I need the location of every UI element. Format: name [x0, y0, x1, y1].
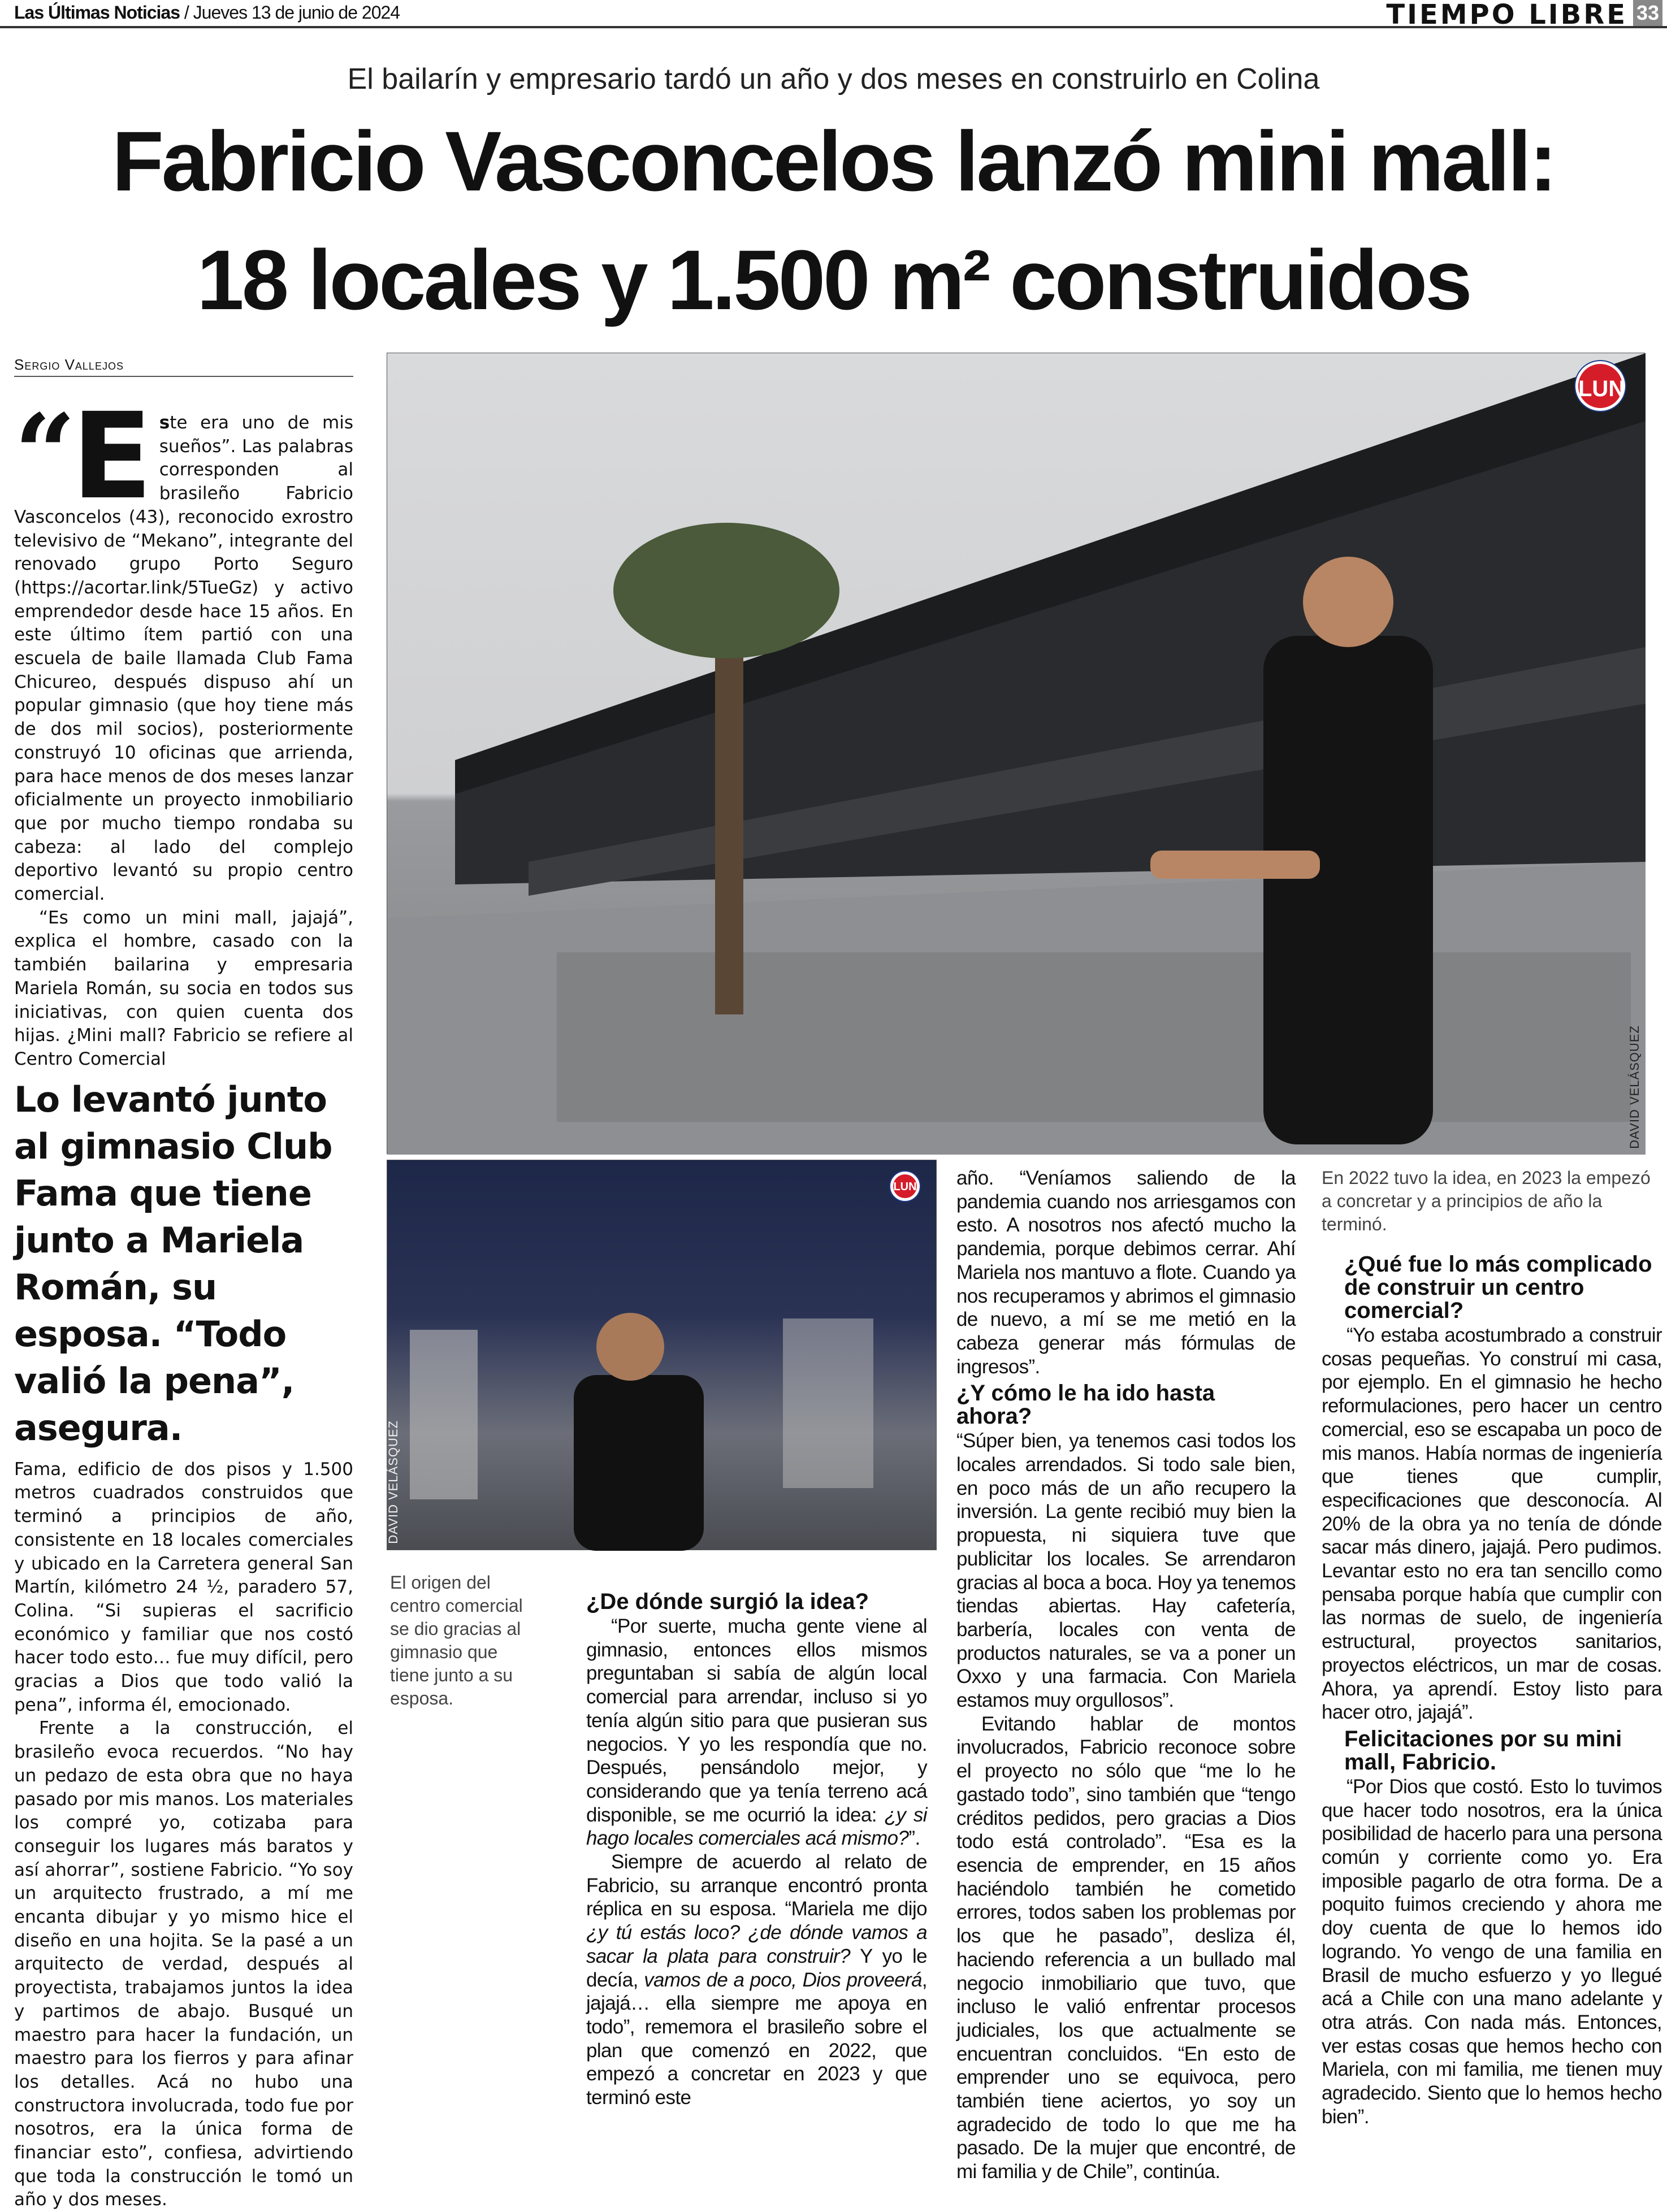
- photo-caption: En 2022 tuvo la idea, en 2023 la empezó a concretar y a principios de año la terminó.: [1322, 1168, 1651, 1234]
- headline-line-2: 18 locales y 1.500 m² construidos: [197, 232, 1470, 327]
- mall-building-image: [387, 353, 1646, 1155]
- paragraph: Frente a la construcción, el brasileño evoca recuerdos. “No hay un pedazo de esta obra que no haya pasado por mis manos. Los materiales los compré yo, cotizaba para conseguir los lugares más baratos y así ahorrar”, sostiene Fabricio. “Yo soy un arquitecto frustrado, a mí me encanta dibujar y yo mismo hice el diseño en una hojita. Se la pasé a un arquitecto de verdad, después al proyectista, trabajamos juntos la idea y partimos de abajo. Busqué un maestro para hacer la fundación, un maestro para los fierros y para afinar los detalles. Acá no hubo una constructora involucrada, todo fue por nosotros, era la única forma de financiar esto”, confiesa, advirtiendo que toda la construcción le tomó un año y dos meses.: [14, 1718, 353, 2210]
- column-1: [14, 387, 353, 2210]
- paragraph-text: te era uno de mis sueños”. Las palabras corresponden al brasileño Fabricio Vasconcelos (43), reconocido exrostro televisivo de “Mekano”, integrante del renovado grupo Porto Seguro (https://acortar.link/5TueGz) y activo emprendedor desde hace 15 años. En este último ítem partió con una escuela de baile llamada Club Fama Chicureo, después dispuso ahí un popular gimnasio (que hoy tiene más de dos mil socios), posteriormente construyó 10 oficinas que arrienda, para hace menos de dos meses lanzar oficialmente un proyecto inmobiliario que por mucho tiempo rondaba su cabeza: al lado del complejo deportivo levantó su propio centro comercial.: [14, 413, 353, 905]
- section-name: TIEMPO LIBRE: [1386, 0, 1627, 31]
- issue-date: / Jueves 13 de junio de 2024: [180, 2, 400, 23]
- column-4: [956, 1166, 1296, 2183]
- paragraph-text: , jajajá… ella siempre me apoya en todo”, rememora el brasileño sobre el plan que comenzó en 2022, que empezó a concretar en 2023 y que terminó este: [586, 1968, 927, 2109]
- paragraph: “Es como un mini mall, jajajá”, explica el hombre, casado con la también bailarina y empresaria Mariela Román, su socia en todos sus iniciativas, con quien cuenta dos hijas. ¿Mini mall? Fabricio se refiere al Centro Comercial: [14, 907, 353, 1069]
- photo-credit: DAVID VELÁSQUEZ: [1627, 1025, 1642, 1149]
- page-header: [0, 0, 1667, 31]
- gym-image: [387, 1160, 937, 1551]
- paragraph-text: Siempre de acuerdo al relato de Fabricio, su arranque encontró pronta réplica en su esposa. “Mariela me dijo: [586, 1851, 927, 1920]
- drop-cap: E: [71, 387, 153, 526]
- paragraph: año. “Veníamos saliendo de la pandemia cuando nos arriesgamos con esto. A nosotros nos afectó mucho la pandemia, porque debimos cerrar. Ahí Mariela nos mantuvo a flote. Cuando ya nos recuperamos y abrimos el gimnasio de nuevo, a mí se me metió en la cabeza generar más fórmulas de ingresos”.: [956, 1167, 1296, 1378]
- photo-credit: DAVID VELÁSQUEZ: [386, 1420, 400, 1544]
- lun-logo: LUN: [1575, 361, 1625, 411]
- lead-letter: s: [159, 413, 170, 433]
- paragraph-text: “Por suerte, mucha gente viene al gimnasio, entonces ellos mismos preguntaban si sabía de algún local comercial para arrendar, incluso si yo tenía algún sitio para que pusieran sus negocios. Y yo les respondía que no. Después, pensándolo mejor, y considerando que ya tenía terreno acá disponible, se me ocurrió la idea:: [586, 1615, 927, 1826]
- italic-quote: vamos de a poco, Dios proveerá: [644, 1968, 922, 1991]
- byline: Sergio Vallejos: [14, 356, 353, 377]
- column-5: [1322, 1166, 1662, 2132]
- italic-quote: ¿y tú estás loco? ¿de dónde vamos a sacar la plata para construir?: [586, 1922, 927, 1967]
- italic-quote: ¿y si hago locales comerciales acá mismo?: [586, 1803, 927, 1850]
- paragraph: Fama, edificio de dos pisos y 1.500 metros cuadrados construidos que terminó a principios de año, consistente en 18 locales comerciales y ubicado en la Carretera general San Martín, kilómetro 24 ½, paradero 57, Colina. “Si supieras el sacrificio económico y familiar que nos costó hacer todo esto… fue muy difícil, pero gracias a Dios que todo valió la pena”, informa él, emocionado.: [14, 1459, 353, 1715]
- photo-caption: El origen del centro comercial se dio gracias al gimnasio que tiene junto a su esposa.: [390, 1572, 523, 1708]
- paragraph: [586, 1615, 927, 1850]
- subheading: ¿De dónde surgió la idea?: [586, 1589, 869, 1614]
- paragraph: “Yo estaba acostumbrado a construir cosas pequeñas. Yo construí mi casa, por ejemplo. En el gimnasio he hecho reformulaciones, pero hacer un centro comercial, eso se escapaba un poco de mis manos. Había normas de ingeniería que tienes que cumplir, especificaciones que desconocía. Al 20% de la obra ya no tenía de dónde sacar más dinero, jajajá. Pero pudimos. Levantar esto no era tan sencillo como pensaba porque había que cumplir con las normas de suelo, de ingeniería estructural, proyectos sanitarios, proyectos eléctricos, un mar de cosas. Ahora, ya aprendí. Estoy listo para hacer otro, jajajá”.: [1322, 1324, 1662, 1724]
- paragraph: [586, 1850, 927, 2110]
- pull-quote: Lo levantó junto al gimnasio Club Fama que tiene junto a Mariela Román, su esposa. “Todo valió la pena”, asegura.: [14, 1078, 332, 1448]
- drop-quote-mark: “: [14, 391, 68, 517]
- subheading: ¿Qué fue lo más complicado de construir un centro comercial?: [1344, 1252, 1652, 1323]
- newspaper-dateline: [14, 2, 400, 23]
- paragraph: “Súper bien, ya tenemos casi todos los locales arrendados. Si todo sale bien, en poco más de un año recupero la inversión. La gente recibió muy bien la propuesta, ni siquiera tuve que publicitar los locales. Se arrendaron gracias al boca a boca. Hoy ya tenemos tiendas abiertas. Hay cafetería, barbería, locales con venta de productos naturales, se va a poner un Oxxo y una farmacia. Con Mariela estamos muy orgullosos”.: [956, 1430, 1296, 1712]
- article-kicker: El bailarín y empresario tardó un año y dos meses en construirlo en Colina: [347, 63, 1320, 96]
- gym-photo: [387, 1160, 937, 1550]
- subheading: Felicitaciones por su mini mall, Fabricio.: [1344, 1726, 1622, 1775]
- paragraph: “Por Dios que costó. Esto lo tuvimos que hacer todo nosotros, era la única posibilidad de hacerlo para una persona común y corriente como yo. Era imposible pagarlo de otra forma. De a poquito fuimos creciendo y ahora me doy cuenta de que lo hemos ido logrando. Yo vengo de una familia en Brasil de mucho esfuerzo y yo llegué acá a Chile con una mano adelante y otra atrás. Con nada más. Entonces, ver estas cosas que hemos hecho con Mariela, con mi familia, me tienen muy agradecido. Siento que lo hemos hecho bien”.: [1322, 1775, 1662, 2128]
- headline-line-1: Fabricio Vasconcelos lanzó mini mall:: [112, 114, 1555, 209]
- paragraph: Evitando hablar de montos involucrados, Fabricio reconoce sobre el proyecto no sólo que “me lo he gastado todo”, sino también que “tengo créditos pedidos, pero gracias a Dios todo está controlado”. “Esa es la esencia de emprender, en 15 años haciéndolo también he cometido errores, todos saben los problemas por los que he pasado”, desliza él, haciendo referencia a un bullado mal negocio inmobiliario que tuvo, que incluso le valió enfrentar procesos judiciales, los que actualmente se encuentran concluidos. “En esto de emprender uno se equivoca, pero también tiene aciertos, yo soy un agradecido de todo lo que me ha pasado. De la mujer que encontré, de mi familia y de Chile”, continúa.: [956, 1712, 1296, 2183]
- main-photo: [387, 353, 1645, 1154]
- paragraph-text: ”.: [908, 1827, 920, 1850]
- paragraph-text: Y yo le decía,: [586, 1945, 928, 1991]
- subheading: ¿Y cómo le ha ido hasta ahora?: [956, 1381, 1215, 1429]
- column-3: [586, 1587, 927, 2132]
- lun-logo: LUN: [890, 1172, 920, 1201]
- newspaper-name: Las Últimas Noticias: [14, 2, 180, 23]
- page-number: 33: [1633, 0, 1662, 26]
